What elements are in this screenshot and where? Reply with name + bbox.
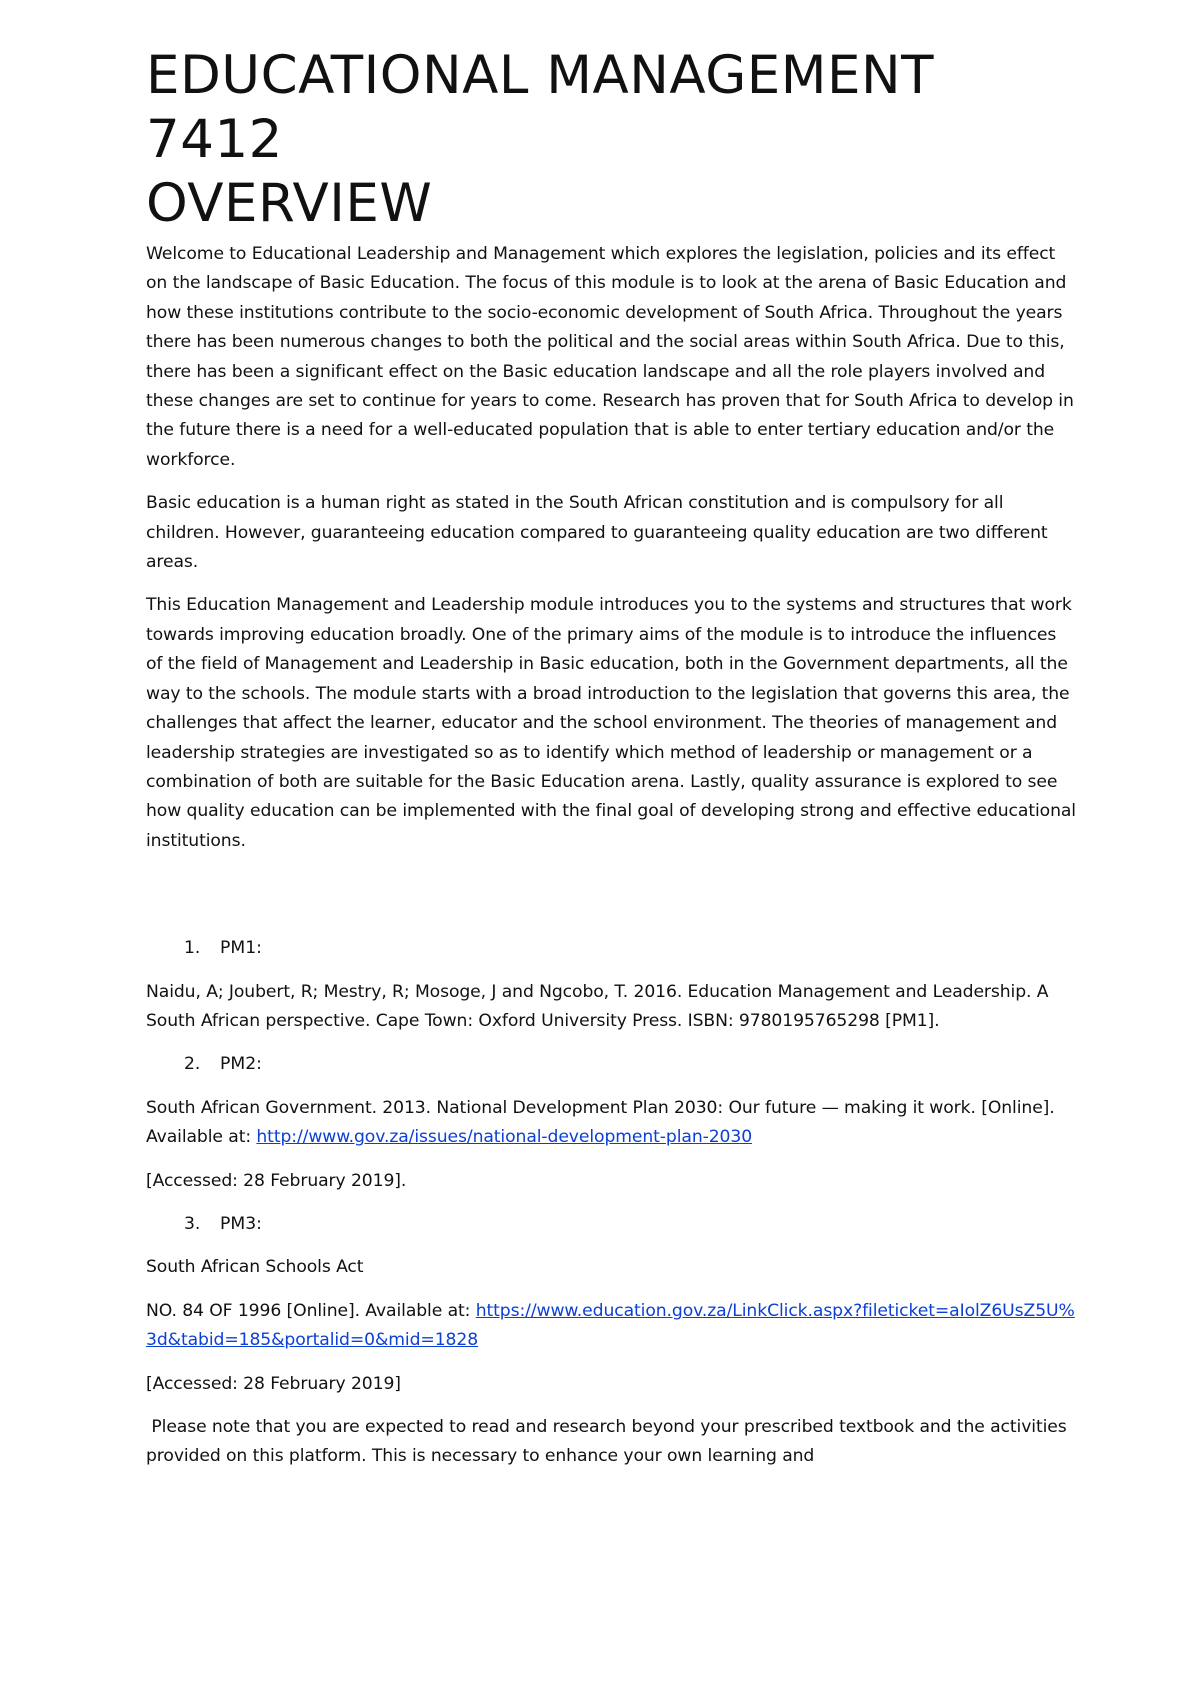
- list-number: 1.: [184, 938, 201, 959]
- reference-heading-pm1: [146, 934, 1076, 963]
- reference-label: PM2:: [220, 1054, 262, 1075]
- accessed-date-pm2: [Accessed: 28 February 2019].: [146, 1170, 407, 1191]
- title-line-section: OVERVIEW: [146, 173, 433, 234]
- reference-citation-pm3: [146, 1297, 1076, 1356]
- citation-text: NO. 84 OF 1996 [Online]. Available at:: [146, 1300, 476, 1321]
- title-line-course: EDUCATIONAL MANAGEMENT: [146, 45, 934, 106]
- reference-act-title-pm3: South African Schools Act: [146, 1257, 364, 1278]
- list-number: 2.: [184, 1054, 201, 1075]
- intro-paragraph: Welcome to Educational Leadership and Management which explores the legislation, policies and its effect on the landscape of Basic Education. The focus of this module is to look at the arena of Basic Education and how these institutions contribute to the socio-economic development of South Africa. Throughout the years there has been numerous changes to both the political and the social areas within South Africa. Due to this, there has been a significant effect on the Basic education landscape and all the role players involved and these changes are set to continue for years to come. Research has proven that for South Africa to develop in the future there is a need for a well-educated population that is able to enter tertiary education and/or the workforce.: [146, 244, 1074, 470]
- reference-citation-pm1: Naidu, A; Joubert, R; Mestry, R; Mosoge, J and Ngcobo, T. 2016. Education Management and Leadership. A South African perspective. Cape Town: Oxford University Press. ISBN: 9780195765298 [PM1].: [146, 981, 1049, 1031]
- citation-text: South African Government. 2013. National Development Plan 2030: Our future — making it work. [Online]. Available at:: [146, 1097, 1055, 1148]
- reference-heading-pm3: [146, 1210, 1076, 1239]
- spacer: [146, 870, 1076, 934]
- rights-paragraph: Basic education is a human right as stated in the South African constitution and is compulsory for all children. However, guaranteeing education compared to guaranteeing quality education are two different areas.: [146, 493, 1048, 573]
- accessed-date-pm3: [Accessed: 28 February 2019]: [146, 1373, 401, 1394]
- ndp-link[interactable]: http://www.gov.za/issues/national-development-plan-2030: [256, 1127, 753, 1148]
- title-line-code: 7412: [146, 109, 283, 170]
- reference-label: PM1:: [220, 938, 262, 959]
- reference-label: PM3:: [220, 1213, 262, 1234]
- document-page: [146, 44, 1076, 1486]
- reference-heading-pm2: [146, 1050, 1076, 1079]
- list-number: 3.: [184, 1213, 201, 1234]
- document-title: [146, 44, 1076, 236]
- schools-act-link[interactable]: https://www.education.gov.za/LinkClick.aspx?fileticket=aIolZ6UsZ5U%3d&tabid=185&portalid=0&mid=1828: [146, 1300, 1075, 1351]
- module-paragraph: This Education Management and Leadership module introduces you to the systems and structures that work towards improving education broadly. One of the primary aims of the module is to introduce the influences of the field of Management and Leadership in Basic education, both in the Government departments, all the way to the schools. The module starts with a broad introduction to the legislation that governs this area, the challenges that affect the learner, educator and the school environment. The theories of management and leadership strategies are investigated so as to identify which method of leadership or management or a combination of both are suitable for the Basic Education arena. Lastly, quality assurance is explored to see how quality education can be implemented with the final goal of developing strong and effective educational institutions.: [146, 595, 1076, 851]
- reference-citation-pm2: [146, 1094, 1076, 1153]
- closing-note: Please note that you are expected to read and research beyond your prescribed textbook and the activities provided on this platform. This is necessary to enhance your own learning and: [146, 1417, 1072, 1467]
